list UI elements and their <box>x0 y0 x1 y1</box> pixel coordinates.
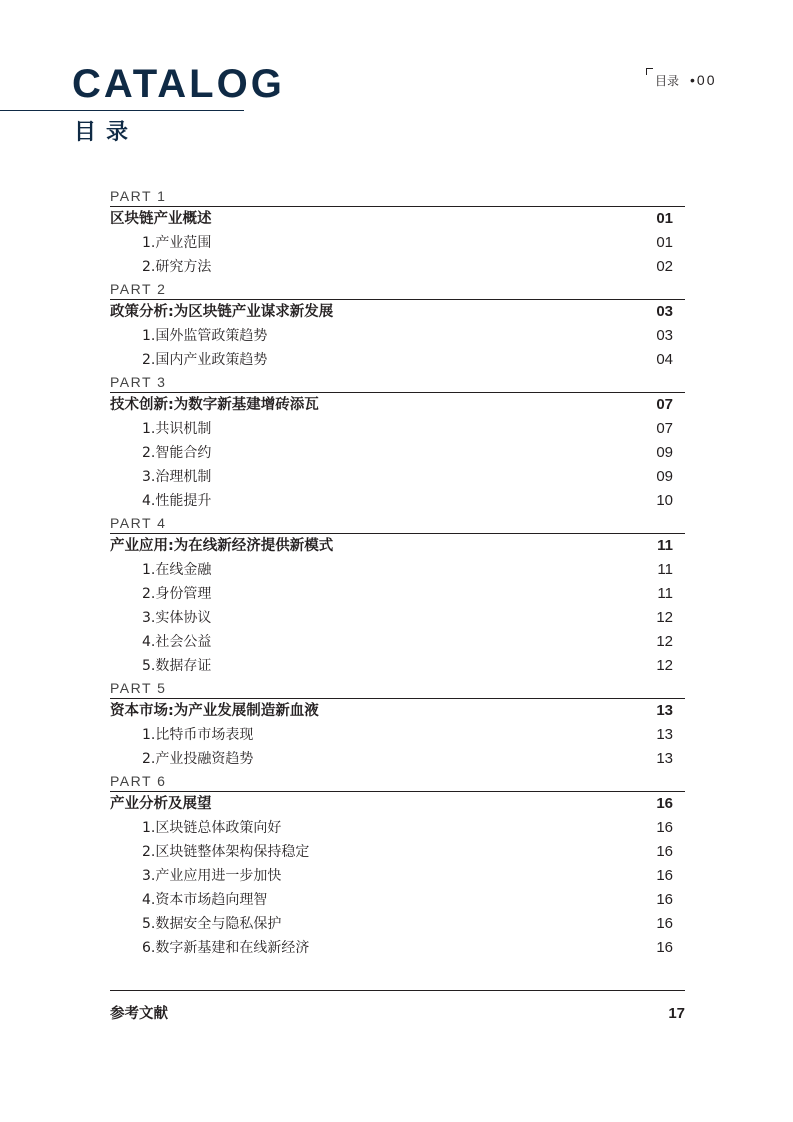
page-number: •00 <box>690 72 717 88</box>
item-page: 16 <box>656 843 673 860</box>
item-title: 1.在线金融 <box>142 562 212 578</box>
section-page: 11 <box>657 537 673 554</box>
item-title: 5.数据存证 <box>142 658 212 674</box>
part-label: PART 1 <box>110 188 167 204</box>
item-title: 2.智能合约 <box>142 445 212 461</box>
toc-item-entry[interactable] <box>110 888 685 912</box>
item-page: 12 <box>656 609 673 626</box>
item-title: 1.产业范围 <box>142 235 212 251</box>
toc-section-entry[interactable] <box>110 393 685 417</box>
section-page: 07 <box>656 396 673 413</box>
item-title: 2.产业投融资趋势 <box>142 751 254 767</box>
item-page: 16 <box>656 867 673 884</box>
toc-item-entry[interactable] <box>110 324 685 348</box>
item-title: 3.产业应用进一步加快 <box>142 868 282 884</box>
section-page: 03 <box>656 303 673 320</box>
item-page: 13 <box>656 726 673 743</box>
toc-item-entry[interactable] <box>110 255 685 279</box>
part-label: PART 3 <box>110 374 167 390</box>
item-page: 01 <box>656 234 673 251</box>
references-title: 参考文献 <box>110 1006 168 1022</box>
item-title: 4.资本市场趋向理智 <box>142 892 268 908</box>
item-page: 09 <box>656 444 673 461</box>
corner-bracket-icon <box>646 68 653 75</box>
toc-section-entry[interactable] <box>110 300 685 324</box>
part-label: PART 6 <box>110 773 167 789</box>
toc-section-entry[interactable] <box>110 207 685 231</box>
toc-item-entry[interactable] <box>110 348 685 372</box>
toc-item-entry[interactable] <box>110 558 685 582</box>
item-page: 11 <box>657 585 673 602</box>
item-page: 13 <box>656 750 673 767</box>
toc-section-entry[interactable] <box>110 534 685 558</box>
section-title: 产业分析及展望 <box>110 796 212 812</box>
toc-section-entry[interactable] <box>110 792 685 816</box>
toc-item-entry[interactable] <box>110 417 685 441</box>
table-of-contents <box>110 186 685 960</box>
toc-item-entry[interactable] <box>110 840 685 864</box>
section-title: 政策分析:为区块链产业谋求新发展 <box>110 304 334 320</box>
section-title: 资本市场:为产业发展制造新血液 <box>110 703 319 719</box>
title-underline <box>0 110 244 111</box>
toc-item-entry[interactable] <box>110 723 685 747</box>
item-page: 09 <box>656 468 673 485</box>
item-title: 4.性能提升 <box>142 493 212 509</box>
part-label: PART 5 <box>110 680 167 696</box>
item-title: 4.社会公益 <box>142 634 212 650</box>
references-page: 17 <box>668 1005 685 1022</box>
item-title: 2.国内产业政策趋势 <box>142 352 268 368</box>
item-page: 12 <box>656 633 673 650</box>
section-page: 01 <box>656 210 673 227</box>
toc-item-entry[interactable] <box>110 489 685 513</box>
toc-item-entry[interactable] <box>110 606 685 630</box>
item-title: 3.实体协议 <box>142 610 212 626</box>
toc-references-entry[interactable] <box>110 1002 697 1026</box>
item-page: 07 <box>656 420 673 437</box>
toc-section-entry[interactable] <box>110 699 685 723</box>
item-title: 3.治理机制 <box>142 469 212 485</box>
item-title: 5.数据安全与隐私保护 <box>142 916 282 932</box>
catalog-title: CATALOG <box>72 62 285 106</box>
section-page: 16 <box>656 795 673 812</box>
item-page: 11 <box>657 561 673 578</box>
item-page: 12 <box>656 657 673 674</box>
toc-item-entry[interactable] <box>110 936 685 960</box>
item-page: 02 <box>656 258 673 275</box>
page-section-tag: 目录 <box>655 74 680 88</box>
toc-item-entry[interactable] <box>110 912 685 936</box>
catalog-subtitle: 目录 <box>74 120 139 145</box>
item-title: 1.区块链总体政策向好 <box>142 820 282 836</box>
section-title: 技术创新:为数字新基建增砖添瓦 <box>110 397 319 413</box>
toc-item-entry[interactable] <box>110 816 685 840</box>
section-title: 产业应用:为在线新经济提供新模式 <box>110 538 334 554</box>
item-title: 2.研究方法 <box>142 259 212 275</box>
item-title: 1.国外监管政策趋势 <box>142 328 268 344</box>
item-page: 04 <box>656 351 673 368</box>
part-label: PART 2 <box>110 281 167 297</box>
item-page: 16 <box>656 939 673 956</box>
references-divider <box>110 990 685 991</box>
toc-item-entry[interactable] <box>110 231 685 255</box>
item-title: 2.身份管理 <box>142 586 212 602</box>
toc-item-entry[interactable] <box>110 864 685 888</box>
toc-item-entry[interactable] <box>110 582 685 606</box>
toc-item-entry[interactable] <box>110 465 685 489</box>
item-title: 2.区块链整体架构保持稳定 <box>142 844 310 860</box>
item-page: 10 <box>656 492 673 509</box>
item-title: 1.比特币市场表现 <box>142 727 254 743</box>
section-page: 13 <box>656 702 673 719</box>
item-title: 6.数字新基建和在线新经济 <box>142 940 310 956</box>
section-title: 区块链产业概述 <box>110 211 212 227</box>
toc-item-entry[interactable] <box>110 630 685 654</box>
toc-item-entry[interactable] <box>110 654 685 678</box>
item-page: 16 <box>656 891 673 908</box>
item-page: 03 <box>656 327 673 344</box>
item-page: 16 <box>656 915 673 932</box>
toc-item-entry[interactable] <box>110 441 685 465</box>
toc-item-entry[interactable] <box>110 747 685 771</box>
item-title: 1.共识机制 <box>142 421 212 437</box>
item-page: 16 <box>656 819 673 836</box>
part-label: PART 4 <box>110 515 167 531</box>
